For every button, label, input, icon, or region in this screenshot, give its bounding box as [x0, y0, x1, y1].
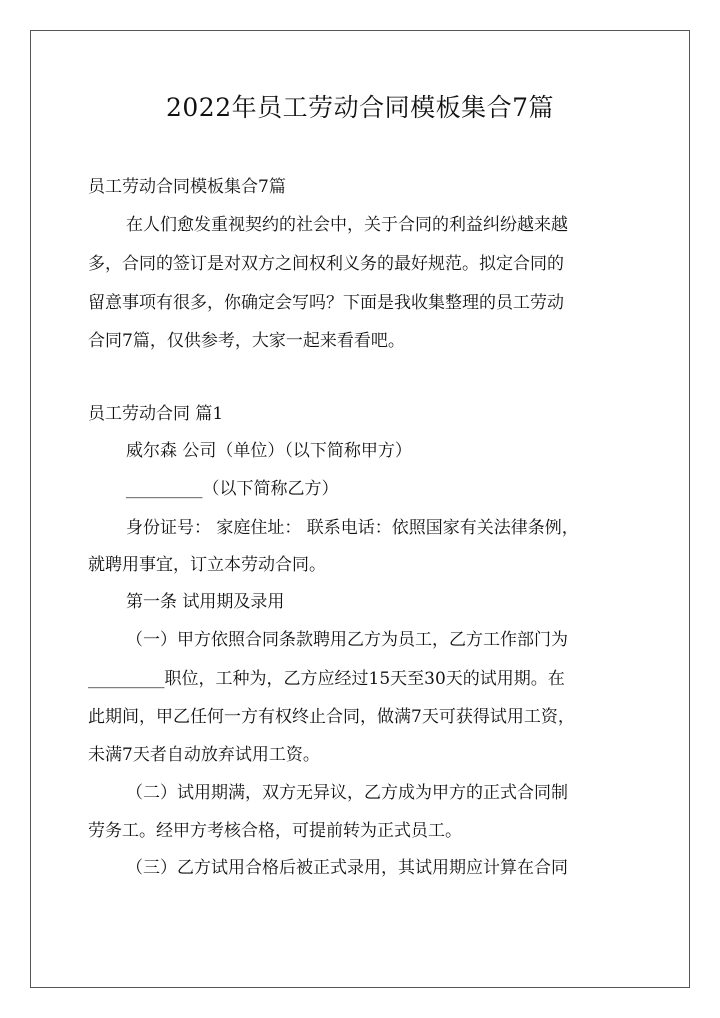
clause-1-line-2: _________职位，工种为，乙方应经过15天至30天的试用期。在: [88, 669, 565, 689]
clause-2-line-1: （二）试用期满，双方无异议，乙方成为甲方的正式合同制: [126, 783, 568, 803]
subtitle: 员工劳动合同模板集合7篇: [88, 177, 286, 197]
clause-3-line-1: （三）乙方试用合格后被正式录用，其试用期应计算在合同: [126, 858, 568, 878]
intro-line-3: 留意事项有很多，你确定会写吗？下面是我收集整理的员工劳动: [88, 293, 564, 313]
clause-1-line-1: （一）甲方依照合同条款聘用乙方为员工，乙方工作部门为: [126, 630, 568, 650]
section-heading: 员工劳动合同 篇1: [88, 404, 224, 424]
intro-line-1: 在人们愈发重视契约的社会中，关于合同的利益纠纷越来越: [126, 215, 568, 235]
clause-1-line-4: 未满7天者自动放弃试用工资。: [88, 745, 320, 765]
intro-line-2: 多，合同的签订是对双方之间权利义务的最好规范。拟定合同的: [88, 254, 564, 274]
intro-line-4: 合同7篇，仅供参考，大家一起来看看吧。: [88, 331, 405, 351]
id-line-1: 身份证号： 家庭住址： 联系电话：依照国家有关法律条例，: [126, 518, 579, 538]
party-a-line: 威尔森 公司（单位）（以下简称甲方）: [126, 441, 412, 461]
document-title: 2022年员工劳动合同模板集合7篇: [165, 93, 555, 122]
party-b-line: _________（以下简称乙方）: [126, 479, 339, 499]
id-line-2: 就聘用事宜，订立本劳动合同。: [88, 555, 326, 575]
clause-2-line-2: 劳务工。经甲方考核合格，可提前转为正式员工。: [88, 821, 462, 841]
article-1-heading: 第一条 试用期及录用: [126, 592, 285, 612]
clause-1-line-3: 此期间，甲乙任何一方有权终止合同，做满7天可获得试用工资，: [88, 707, 575, 727]
